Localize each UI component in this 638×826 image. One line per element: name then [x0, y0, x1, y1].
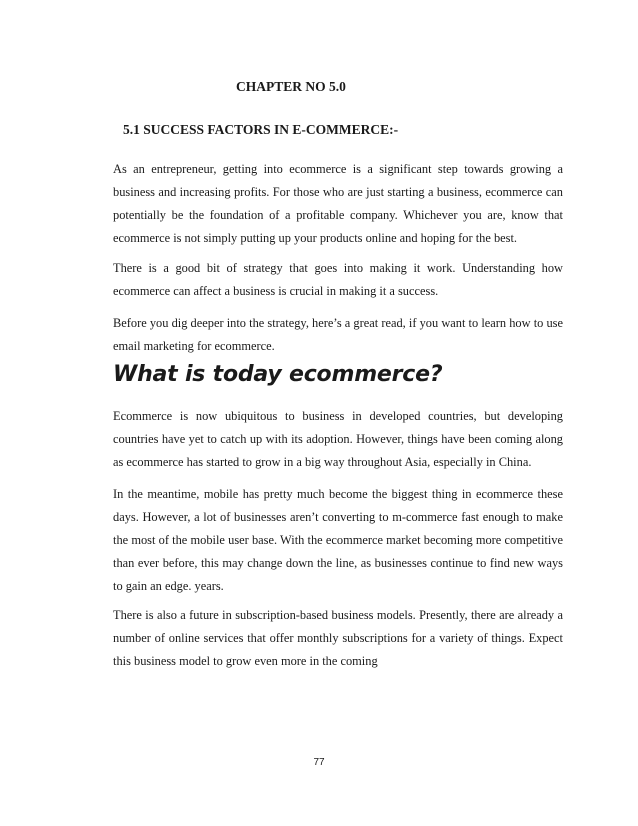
paragraph-main-3: There is also a future in subscription-based business models. Presently, there are already a number of online services that offer monthly subscriptions for a variety of things. Expect this business model to grow even more in the coming	[113, 608, 563, 668]
paragraph-intro-2: There is a good bit of strategy that goes into making it work. Understanding how ecommerce can affect a business is crucial in making it a success.	[113, 261, 563, 298]
paragraph-intro-3: Before you dig deeper into the strategy, here’s a great read, if you want to learn how to use email marketing for ecommerce.	[113, 316, 563, 353]
page-number: 77	[313, 757, 325, 768]
section-title: 5.1 SUCCESS FACTORS IN E-COMMERCE:-	[123, 122, 399, 137]
paragraph-main-2: In the meantime, mobile has pretty much become the biggest thing in ecommerce these days. However, a lot of businesses aren’t converting to m-commerce fast enough to make the most of the mobile user base. With the ecommerce market becoming more competitive than ever before, this may change down the line, as businesses continue to find new ways to gain an edge. years.	[113, 487, 563, 593]
subheading: What is today ecommerce?	[113, 362, 443, 387]
paragraph-intro-1: As an entrepreneur, getting into ecommerce is a significant step towards growing a business and increasing profits. For those who are just starting a business, ecommerce can potentially be the foundation of a profitable company. Whichever you are, know that ecommerce is not simply putting up your products online and hoping for the best.	[113, 162, 563, 245]
chapter-title: CHAPTER NO 5.0	[236, 79, 346, 94]
paragraph-main-1: Ecommerce is now ubiquitous to business in developed countries, but developing countries have yet to catch up with its adoption. However, things have been coming along as ecommerce has started to grow in a big way throughout Asia, especially in China.	[113, 409, 563, 469]
